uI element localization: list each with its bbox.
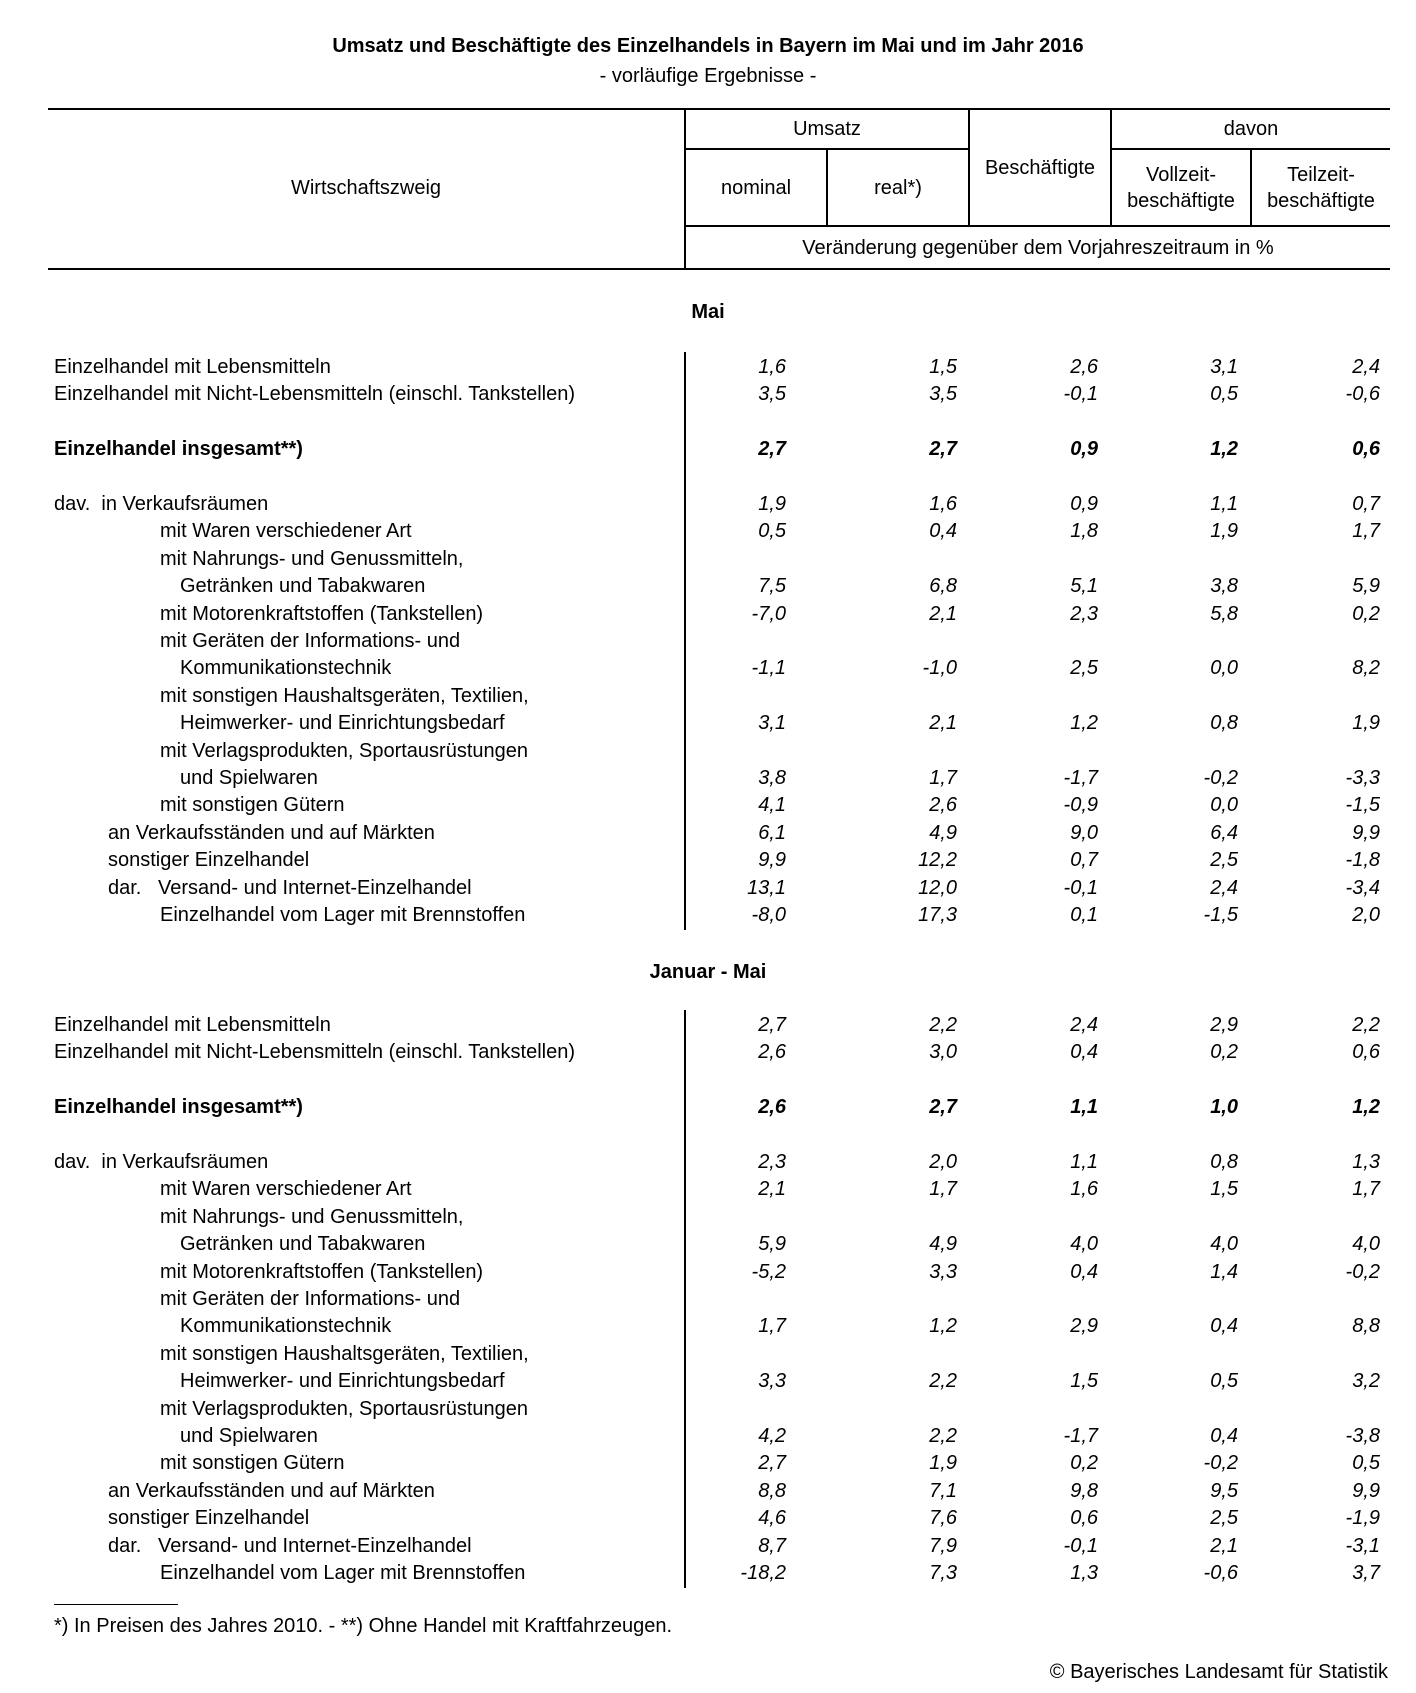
value-real: 1,7: [929, 1178, 957, 1201]
row-label: mit Nahrungs- und Genussmitteln,: [160, 547, 464, 570]
value-beschaeftigte: -1,7: [1063, 767, 1098, 789]
value-beschaeftigte: 9,8: [1070, 1479, 1098, 1502]
header-umsatz: Umsatz: [793, 118, 861, 140]
value-vollzeit: 0,5: [1210, 383, 1238, 406]
value-vollzeit: 4,0: [1210, 1233, 1238, 1256]
row-label: Getränken und Tabakwaren: [180, 1233, 426, 1256]
value-vollzeit: 1,9: [1210, 520, 1238, 543]
value-vollzeit: 0,8: [1210, 712, 1238, 735]
header-real: real*): [874, 176, 922, 199]
value-teilzeit: 0,6: [1352, 1041, 1380, 1064]
value-vollzeit: 2,1: [1210, 1534, 1238, 1557]
header-nominal: nominal: [720, 176, 792, 199]
row-label: mit sonstigen Haushaltsgeräten, Textilien,: [160, 684, 529, 707]
row-label: mit Verlagsprodukten, Sportausrüstungen: [160, 739, 528, 762]
value-vollzeit: 3,1: [1210, 356, 1238, 378]
row-label: mit Geräten der Informations- und: [160, 630, 461, 652]
row-label: Einzelhandel insgesamt**): [54, 1096, 303, 1119]
row-label: mit Waren verschiedener Art: [160, 1178, 412, 1201]
value-nominal: 8,7: [758, 1534, 786, 1557]
value-vollzeit: -0,6: [1203, 1562, 1238, 1584]
value-teilzeit: 5,9: [1352, 575, 1380, 598]
value-beschaeftigte: 2,9: [1070, 1315, 1098, 1338]
value-nominal: 1,9: [758, 493, 786, 515]
row-label: Heimwerker- und Einrichtungsbedarf: [180, 1370, 505, 1393]
value-real: -1,0: [922, 657, 957, 680]
row-label: Kommunikationstechnik: [180, 1315, 392, 1338]
value-beschaeftigte: 0,4: [1070, 1041, 1098, 1064]
table-row: [0, 601, 1416, 628]
table-row: [0, 792, 1416, 819]
value-teilzeit: 3,2: [1352, 1370, 1380, 1393]
value-beschaeftigte: 1,3: [1070, 1562, 1098, 1584]
table-row: [0, 381, 1416, 408]
table-row: [0, 354, 1416, 381]
value-nominal: 1,6: [758, 356, 786, 378]
value-beschaeftigte: 0,6: [1070, 1507, 1098, 1530]
value-nominal: 2,3: [758, 1151, 786, 1173]
value-teilzeit: 1,7: [1352, 520, 1380, 543]
value-beschaeftigte: -1,7: [1063, 1425, 1098, 1447]
value-teilzeit: 2,0: [1352, 904, 1380, 926]
table-row: [0, 1176, 1416, 1203]
section-heading-januar-mai: Januar - Mai: [649, 961, 767, 983]
value-teilzeit: -3,3: [1345, 767, 1380, 789]
copyright: © Bayerisches Landesamt für Statistik: [1049, 1661, 1388, 1683]
value-nominal: 0,5: [758, 520, 786, 543]
value-nominal: 3,1: [758, 712, 786, 735]
value-teilzeit: -0,2: [1345, 1260, 1380, 1283]
value-real: 2,0: [929, 1151, 957, 1173]
value-real: 2,1: [929, 712, 957, 735]
value-real: 2,7: [929, 438, 957, 461]
value-nominal: 9,9: [758, 849, 786, 872]
value-beschaeftigte: 2,5: [1070, 657, 1098, 680]
table-row: [0, 1560, 1416, 1587]
row-label: Einzelhandel mit Lebensmitteln: [54, 356, 331, 378]
table-row: [0, 546, 1416, 573]
row-label: mit sonstigen Haushaltsgeräten, Textilien,: [160, 1342, 529, 1365]
value-beschaeftigte: -0,1: [1063, 1534, 1098, 1557]
value-real: 3,3: [929, 1260, 957, 1283]
table-row: [0, 1423, 1416, 1450]
value-real: 1,6: [929, 493, 957, 515]
value-real: 12,0: [918, 876, 957, 899]
value-beschaeftigte: 0,1: [1070, 904, 1098, 926]
value-vollzeit: 1,4: [1210, 1260, 1238, 1283]
value-teilzeit: 0,2: [1352, 602, 1380, 625]
value-nominal: -1,1: [751, 657, 786, 680]
value-real: 2,2: [929, 1425, 957, 1447]
value-teilzeit: 0,5: [1352, 1452, 1380, 1475]
value-real: 17,3: [918, 904, 957, 926]
table-row: [0, 518, 1416, 545]
value-teilzeit: 4,0: [1352, 1233, 1380, 1256]
table-row: [0, 1204, 1416, 1231]
value-beschaeftigte: 2,4: [1070, 1014, 1098, 1036]
value-vollzeit: -0,2: [1203, 1452, 1238, 1475]
value-beschaeftigte: 4,0: [1070, 1233, 1098, 1256]
value-beschaeftigte: 5,1: [1070, 575, 1098, 598]
table-row: [0, 683, 1416, 710]
value-real: 2,6: [929, 794, 957, 817]
value-nominal: 2,7: [758, 1452, 786, 1475]
value-nominal: 4,6: [758, 1507, 786, 1530]
row-label: Einzelhandel vom Lager mit Brennstoffen: [160, 1562, 526, 1584]
table-row: [0, 875, 1416, 902]
value-vollzeit: 1,5: [1210, 1178, 1238, 1201]
row-label: Heimwerker- und Einrichtungsbedarf: [180, 712, 505, 735]
header-bottom-rule: [48, 268, 1390, 270]
value-real: 7,6: [929, 1507, 957, 1530]
footnote: *) In Preisen des Jahres 2010. - **) Ohne Handel mit Kraftfahrzeugen.: [54, 1615, 673, 1637]
value-real: 3,0: [929, 1041, 957, 1064]
value-teilzeit: 9,9: [1352, 821, 1380, 844]
value-real: 2,7: [929, 1096, 957, 1119]
value-vollzeit: 2,5: [1210, 1507, 1238, 1530]
value-vollzeit: 6,4: [1210, 821, 1238, 844]
table-row: [0, 1012, 1416, 1039]
row-label: Einzelhandel mit Lebensmitteln: [54, 1014, 331, 1036]
value-nominal: 4,1: [758, 794, 786, 817]
table-row: [0, 436, 1416, 463]
value-beschaeftigte: 1,1: [1070, 1151, 1098, 1173]
value-beschaeftigte: 0,7: [1070, 849, 1098, 872]
value-vollzeit: 1,0: [1210, 1096, 1238, 1119]
row-label: mit sonstigen Gütern: [160, 794, 345, 817]
document-title: Umsatz und Beschäftigte des Einzelhandels in Bayern im Mai und im Jahr 2016: [332, 35, 1084, 57]
row-label: und Spielwaren: [180, 1425, 318, 1447]
table-row: [0, 1396, 1416, 1423]
value-beschaeftigte: 2,3: [1070, 602, 1098, 625]
table-row: [0, 820, 1416, 847]
value-teilzeit: 8,2: [1352, 657, 1380, 680]
row-label: mit Nahrungs- und Genussmitteln,: [160, 1205, 464, 1228]
value-teilzeit: 1,3: [1352, 1151, 1380, 1173]
value-real: 1,7: [929, 767, 957, 789]
table-row: [0, 1039, 1416, 1066]
row-label: sonstiger Einzelhandel: [108, 1507, 310, 1530]
table-row: [0, 710, 1416, 737]
value-vollzeit: 1,1: [1210, 493, 1238, 515]
value-nominal: -8,0: [751, 904, 786, 926]
row-label: dav. in Verkaufsräumen: [54, 1151, 269, 1173]
value-real: 4,9: [929, 1233, 957, 1256]
header-branch: Wirtschaftszweig: [290, 177, 442, 199]
table-row: [0, 573, 1416, 600]
value-nominal: -5,2: [751, 1260, 786, 1283]
value-real: 6,8: [929, 575, 957, 598]
value-beschaeftigte: 2,6: [1070, 356, 1098, 378]
document-subtitle: - vorläufige Ergebnisse -: [599, 65, 817, 87]
value-vollzeit: 3,8: [1210, 575, 1238, 598]
row-label: Einzelhandel mit Nicht-Lebensmitteln (einschl. Tankstellen): [54, 1041, 575, 1064]
table-row: [0, 738, 1416, 765]
row-label: an Verkaufsständen und auf Märkten: [108, 1479, 435, 1502]
table-row: [0, 765, 1416, 792]
table-row: [0, 491, 1416, 518]
table-row: [0, 1368, 1416, 1395]
value-nominal: 7,5: [758, 575, 786, 598]
row-label: dav. in Verkaufsräumen: [54, 493, 269, 515]
value-nominal: -7,0: [751, 602, 786, 625]
value-beschaeftigte: 0,4: [1070, 1260, 1098, 1283]
value-real: 7,9: [929, 1534, 957, 1557]
value-real: 12,2: [918, 849, 957, 872]
table-row: [0, 628, 1416, 655]
value-teilzeit: 8,8: [1352, 1315, 1380, 1338]
table-row: [0, 847, 1416, 874]
value-real: 3,5: [929, 383, 957, 406]
value-teilzeit: 9,9: [1352, 1479, 1380, 1502]
value-vollzeit: 0,0: [1210, 794, 1238, 817]
value-teilzeit: -1,9: [1345, 1507, 1380, 1530]
section-heading-mai: Mai: [691, 301, 725, 323]
value-teilzeit: -0,6: [1345, 383, 1380, 406]
row-label: mit sonstigen Gütern: [160, 1452, 345, 1475]
value-teilzeit: -3,1: [1345, 1534, 1380, 1557]
value-nominal: 13,1: [747, 876, 786, 899]
row-label: Einzelhandel mit Nicht-Lebensmitteln (einschl. Tankstellen): [54, 383, 575, 406]
value-vollzeit: 1,2: [1210, 438, 1238, 461]
value-beschaeftigte: -0,1: [1063, 876, 1098, 899]
row-label: Einzelhandel vom Lager mit Brennstoffen: [160, 904, 526, 926]
value-beschaeftigte: 1,5: [1070, 1370, 1098, 1393]
value-real: 2,2: [929, 1370, 957, 1393]
value-real: 7,1: [929, 1479, 957, 1502]
table-row: [0, 1094, 1416, 1121]
value-nominal: 6,1: [758, 821, 786, 844]
value-real: 2,1: [929, 602, 957, 625]
row-label: mit Geräten der Informations- und: [160, 1288, 461, 1310]
table-row: [0, 1478, 1416, 1505]
value-real: 7,3: [929, 1562, 957, 1584]
value-beschaeftigte: 9,0: [1070, 821, 1098, 844]
row-label: Getränken und Tabakwaren: [180, 575, 426, 598]
value-vollzeit: 0,8: [1210, 1151, 1238, 1173]
table-row: [0, 1505, 1416, 1532]
value-teilzeit: -1,8: [1345, 849, 1380, 872]
row-label: und Spielwaren: [180, 767, 318, 789]
value-beschaeftigte: 1,2: [1070, 712, 1098, 735]
value-vollzeit: 2,5: [1210, 849, 1238, 872]
value-beschaeftigte: 0,9: [1070, 438, 1098, 461]
value-beschaeftigte: 0,9: [1070, 493, 1098, 515]
value-real: 4,9: [929, 821, 957, 844]
value-vollzeit: 0,2: [1210, 1041, 1238, 1064]
value-beschaeftigte: -0,1: [1063, 383, 1098, 406]
header-vollzeit: Vollzeit- beschäftigte: [1127, 163, 1235, 212]
value-vollzeit: 5,8: [1210, 602, 1238, 625]
value-teilzeit: 1,7: [1352, 1178, 1380, 1201]
value-vollzeit: 0,0: [1210, 657, 1238, 680]
table-row: [0, 902, 1416, 929]
table-row: [0, 1149, 1416, 1176]
value-real: 2,2: [929, 1014, 957, 1036]
value-nominal: 2,7: [758, 438, 786, 461]
value-beschaeftigte: 1,1: [1070, 1096, 1098, 1119]
value-nominal: 3,8: [758, 767, 786, 789]
value-vollzeit: 2,4: [1210, 876, 1238, 899]
value-real: 0,4: [929, 520, 957, 543]
value-teilzeit: 2,4: [1352, 356, 1380, 378]
table-row: [0, 1259, 1416, 1286]
table-row: [0, 1450, 1416, 1477]
value-vollzeit: 9,5: [1210, 1479, 1238, 1502]
value-vollzeit: 0,4: [1210, 1315, 1238, 1338]
row-label: mit Waren verschiedener Art: [160, 520, 412, 543]
value-nominal: 4,2: [758, 1425, 786, 1447]
value-teilzeit: -3,8: [1345, 1425, 1380, 1447]
header-change-note: Veränderung gegenüber dem Vorjahreszeitraum in %: [802, 236, 1274, 259]
value-vollzeit: 0,4: [1210, 1425, 1238, 1447]
value-teilzeit: -1,5: [1345, 794, 1380, 817]
value-real: 1,2: [929, 1315, 957, 1338]
value-nominal: 3,5: [758, 383, 786, 406]
value-vollzeit: -0,2: [1203, 767, 1238, 789]
value-vollzeit: -1,5: [1203, 904, 1238, 926]
row-label: an Verkaufsständen und auf Märkten: [108, 821, 435, 844]
table-row: [0, 655, 1416, 682]
value-vollzeit: 0,5: [1210, 1370, 1238, 1393]
value-beschaeftigte: 1,6: [1070, 1178, 1098, 1201]
value-teilzeit: 0,7: [1352, 493, 1380, 515]
value-nominal: 8,8: [758, 1479, 786, 1502]
value-teilzeit: -3,4: [1345, 876, 1380, 899]
value-nominal: 3,3: [758, 1370, 786, 1393]
row-label: mit Motorenkraftstoffen (Tankstellen): [160, 602, 484, 625]
table-row: [0, 1231, 1416, 1258]
value-nominal: 2,7: [758, 1014, 786, 1036]
value-real: 1,9: [929, 1452, 957, 1475]
row-label: dar. Versand- und Internet-Einzelhandel: [108, 1534, 472, 1557]
header-davon: davon: [1223, 118, 1279, 140]
footnote-rule: [54, 1604, 178, 1605]
value-nominal: 2,1: [758, 1178, 786, 1201]
value-teilzeit: 2,2: [1352, 1014, 1380, 1036]
value-real: 1,5: [929, 356, 957, 378]
value-nominal: 1,7: [758, 1315, 786, 1338]
table-row: [0, 1313, 1416, 1340]
table-row: [0, 1533, 1416, 1560]
value-nominal: 2,6: [758, 1096, 786, 1119]
row-label: mit Motorenkraftstoffen (Tankstellen): [160, 1260, 484, 1283]
value-teilzeit: 3,7: [1352, 1562, 1380, 1584]
value-nominal: 5,9: [758, 1233, 786, 1256]
row-label: Einzelhandel insgesamt**): [54, 438, 303, 461]
table-row: [0, 1286, 1416, 1313]
value-teilzeit: 1,2: [1352, 1096, 1380, 1119]
row-label: sonstiger Einzelhandel: [108, 849, 310, 872]
value-teilzeit: 0,6: [1352, 438, 1380, 461]
value-teilzeit: 1,9: [1352, 712, 1380, 735]
header-beschaeftigte: Beschäftigte: [984, 156, 1096, 179]
row-label: dar. Versand- und Internet-Einzelhandel: [108, 876, 472, 899]
value-nominal: 2,6: [758, 1041, 786, 1064]
row-label: Kommunikationstechnik: [180, 657, 392, 680]
header-teilzeit: Teilzeit- beschäftigte: [1267, 163, 1375, 212]
table-row: [0, 1341, 1416, 1368]
value-beschaeftigte: -0,9: [1063, 794, 1098, 817]
row-label: mit Verlagsprodukten, Sportausrüstungen: [160, 1397, 528, 1420]
value-beschaeftigte: 1,8: [1070, 520, 1098, 543]
value-nominal: -18,2: [740, 1562, 786, 1584]
value-vollzeit: 2,9: [1210, 1014, 1238, 1036]
value-beschaeftigte: 0,2: [1070, 1452, 1098, 1475]
